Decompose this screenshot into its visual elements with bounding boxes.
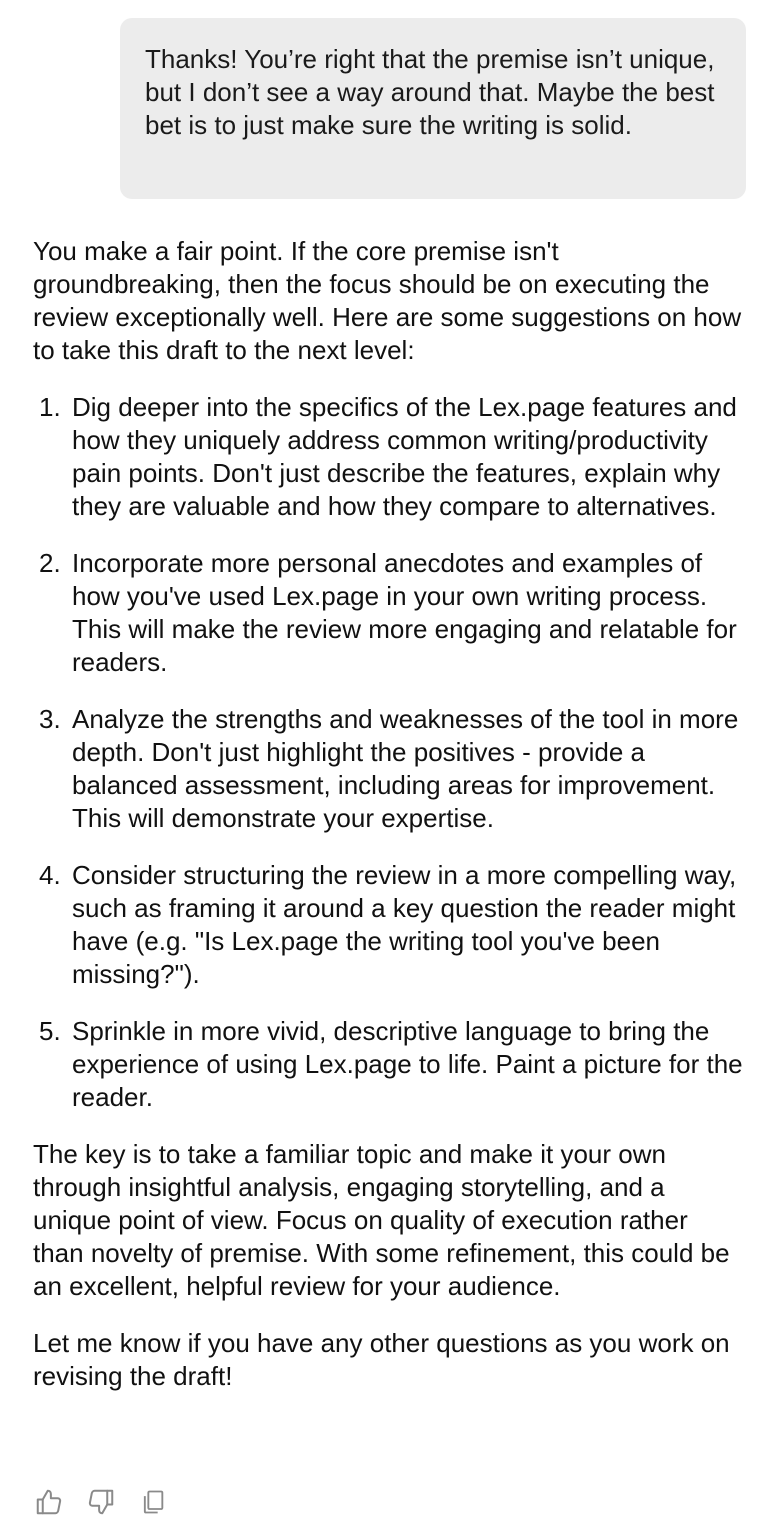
- list-item-text: Analyze the strengths and weaknesses of the tool in more depth. Don't just highlight the positives - provide a balanced assessment, including areas for improvement. This will demonstrate your expertise.: [72, 704, 739, 833]
- list-item-text: Sprinkle in more vivid, descriptive language to bring the experience of using Lex.page to life. Paint a picture for the reader.: [72, 1016, 743, 1112]
- thumbs-down-icon: [86, 1487, 116, 1517]
- list-item: [33, 703, 745, 835]
- message-actions: [33, 1486, 189, 1518]
- thumbs-up-icon: [34, 1487, 64, 1517]
- user-message-text: Thanks! You’re right that the premise isn’t unique, but I don’t see a way around that. Maybe the best bet is to just make sure the writing is solid.: [145, 44, 715, 140]
- list-item: [33, 391, 745, 523]
- list-item-number: 3.: [39, 704, 61, 734]
- assistant-message: [33, 235, 745, 1393]
- list-item: [33, 547, 745, 679]
- thumbs-up-button[interactable]: [33, 1486, 65, 1518]
- list-item-number: 5.: [39, 1016, 61, 1046]
- assistant-closing: Let me know if you have any other questions as you work on revising the draft!: [33, 1328, 730, 1391]
- list-item-text: Incorporate more personal anecdotes and examples of how you've used Lex.page in your own writing process. This will make the review more engaging and relatable for readers.: [72, 548, 737, 677]
- list-item-text: Dig deeper into the specifics of the Lex.page features and how they uniquely address common writing/productivity pain points. Don't just describe the features, explain why they are valuable and how they compare to alternatives.: [72, 392, 737, 521]
- list-item-number: 2.: [39, 548, 61, 578]
- suggestion-list: [33, 391, 745, 1114]
- user-message-bubble: [120, 18, 746, 199]
- thumbs-down-button[interactable]: [85, 1486, 117, 1518]
- assistant-intro: You make a fair point. If the core premise isn't groundbreaking, then the focus should be on executing the review exceptionally well. Here are some suggestions on how to take this draft to the next level:: [33, 236, 742, 365]
- copy-button[interactable]: [137, 1486, 169, 1518]
- list-item-number: 4.: [39, 860, 61, 890]
- copy-icon: [139, 1488, 167, 1516]
- list-item: [33, 859, 745, 991]
- list-item-number: 1.: [39, 392, 61, 422]
- assistant-conclusion: The key is to take a familiar topic and make it your own through insightful analysis, engaging storytelling, and a unique point of view. Focus on quality of execution rather than novelty of premise. With some refinement, this could be an excellent, helpful review for your audience.: [33, 1139, 730, 1301]
- list-item: [33, 1015, 745, 1114]
- list-item-text: Consider structuring the review in a more compelling way, such as framing it around a key question the reader might have (e.g. "Is Lex.page the writing tool you've been missing?").: [72, 860, 737, 989]
